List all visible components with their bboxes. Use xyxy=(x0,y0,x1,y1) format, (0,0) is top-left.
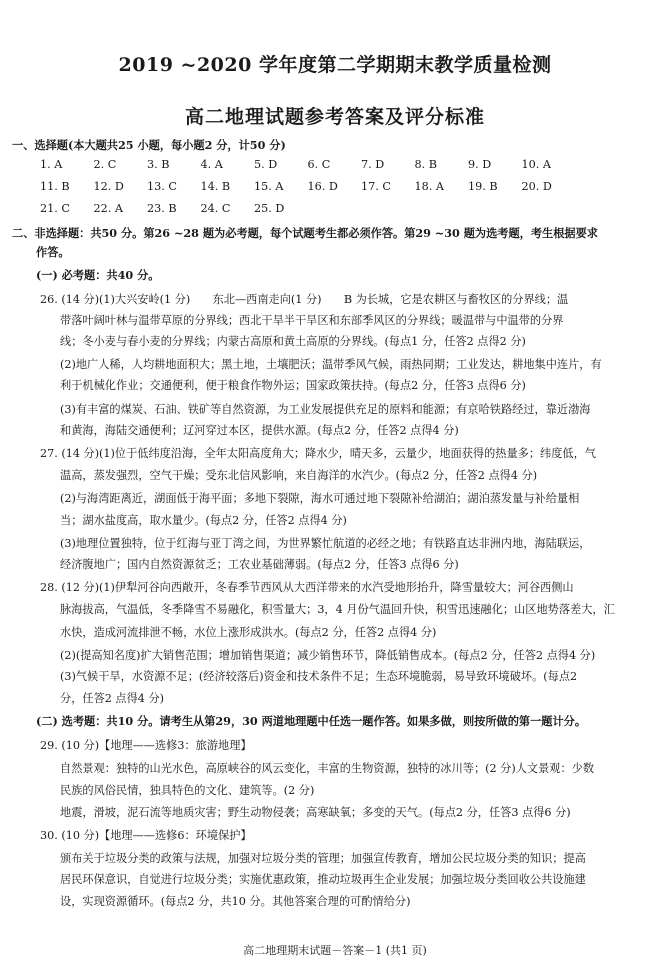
answer-item: 12. D xyxy=(93,180,124,193)
answer-item: 11. B xyxy=(40,180,70,193)
answer-item: 6. C xyxy=(307,158,331,171)
q27-line: 27. (14 分)(1)位于低纬度沿海，全年太阳高度角大；降水少，晴天多，云量少，地面获得的热量多；纬度低，气 xyxy=(40,447,596,460)
q28-line: 脉海拔高，气温低，冬季降雪不易融化，积雪量大；3，4 月份气温回升快，积雪迅速融化；山区地势落差大，汇 xyxy=(60,603,615,616)
answer-item: 16. D xyxy=(307,180,338,193)
answer-item: 18. A xyxy=(414,180,444,193)
answer-row-3 xyxy=(40,202,308,215)
document-subtitle: 高二地理试题参考答案及评分标准 xyxy=(184,106,485,128)
q28-line: 分，任答2 点得4 分) xyxy=(60,692,165,705)
q27-line: (3)地理位置独特，位于红海与亚丁湾之间，为世界繁忙航道的必经之地；有铁路直达非洲内地，海陆联运， xyxy=(60,537,591,550)
answer-row-1 xyxy=(40,158,575,171)
q26-line: (3)有丰富的煤炭、石油、铁矿等自然资源，为工业发展提供充足的原料和能源；有京哈铁路经过，靠近渤海 xyxy=(60,403,591,416)
q30-line: 30. (10 分)【地理——选修6：环境保护】 xyxy=(40,829,252,842)
answer-item: 24. C xyxy=(200,202,231,215)
q28-line: 水快，造成河流排泄不畅，水位上涨形成洪水。(每点2 分，任答2 点得4 分) xyxy=(60,626,437,639)
answer-item: 7. D xyxy=(361,158,385,171)
document-title: 2019 ~2020 学年度第二学期期末教学质量检测 xyxy=(118,54,552,76)
answer-item: 2. C xyxy=(93,158,117,171)
q28-line: (3)气候干旱，水资源不足；(经济较落后)资金和技术条件不足；生态环境脆弱，易导致环境破坏。(每点2 xyxy=(60,670,578,683)
q26-line: 和黄海，海陆交通便利；辽河穿过本区，提供水源。(每点2 分，任答2 点得4 分) xyxy=(60,424,459,437)
q28-line: 28. (12 分)(1)伊犁河谷向西敞开，冬春季节西风从大西洋带来的水汽受地形抬升，降雪量较大；河谷西侧山 xyxy=(40,581,574,594)
answer-item: 22. A xyxy=(93,202,123,215)
answer-item: 17. C xyxy=(361,180,391,193)
answer-item: 19. B xyxy=(468,180,498,193)
section2-heading: 二、非选择题：共50 分。第26 ~28 题为必考题，每个试题考生都必须作答。第29 ~30 题为选考题，考生根据要求 xyxy=(12,226,598,240)
q29-line: 自然景观：独特的山光水色，高原峡谷的风云变化，丰富的生物资源，独特的冰川等；(2 分)人文景观：少数 xyxy=(60,762,595,775)
q30-line: 颁布关于垃圾分类的政策与法规，加强对垃圾分类的管理；加强宣传教育，增加公民垃圾分类的知识；提高 xyxy=(60,852,586,865)
q26-line: (2)地广人稀，人均耕地面积大；黑土地，土壤肥沃；温带季风气候，雨热同期；工业发达，耕地集中连片，有 xyxy=(60,358,602,371)
answer-item: 8. B xyxy=(414,158,437,171)
required-heading: (一) 必考题：共40 分。 xyxy=(36,268,160,282)
answer-item: 23. B xyxy=(147,202,177,215)
q29-line: 29. (10 分)【地理——选修3：旅游地理】 xyxy=(40,739,252,752)
answer-item: 14. B xyxy=(200,180,231,193)
answer-item: 15. A xyxy=(254,180,284,193)
answer-item: 4. A xyxy=(200,158,223,171)
answer-item: 9. D xyxy=(468,158,492,171)
answer-item: 1. A xyxy=(40,158,63,171)
answer-item: 13. C xyxy=(147,180,177,193)
page-footer: 高二地理期末试题－答案－1 (共1 页) xyxy=(243,944,427,957)
answer-item: 25. D xyxy=(254,202,285,215)
q28-line: (2)(提高知名度)扩大销售范围；增加销售渠道；减少销售环节，降低销售成本。(每点2 分，任答2 点得4 分) xyxy=(60,649,596,662)
answer-item: 20. D xyxy=(521,180,552,193)
optional-heading: (二) 选考题：共10 分。请考生从第29，30 两道地理题中任选一题作答。如果多做，则按所做的第一题计分。 xyxy=(36,714,587,728)
q26-line: 带落叶阔叶林与温带草原的分界线；西北干旱半干旱区和东部季风区的分界线；暖温带与中温带的分界 xyxy=(60,314,564,327)
q27-line: 经济腹地广；国内自然资源贫乏；工农业基础薄弱。(每点2 分，任答3 点得6 分) xyxy=(60,558,459,571)
answer-item: 21. C xyxy=(40,202,70,215)
q26-line: 利于机械化作业；交通便利，便于粮食作物外运；国家政策扶持。(每点2 分，任答3 点得6 分) xyxy=(60,379,526,392)
q27-line: 当；湖水盐度高，取水量少。(每点2 分，任答2 点得4 分) xyxy=(60,514,347,527)
q27-line: 温高，蒸发强烈，空气干燥；受东北信风影响，来自海洋的水汽少。(每点2 分，任答2 点得4 分) xyxy=(60,469,538,482)
q26-line: 线；冬小麦与春小麦的分界线；内蒙古高原和黄土高原的分界线。(每点1 分，任答2 点得2 分) xyxy=(60,335,526,348)
q27-line: (2)与海湾距离近，湖面低于海平面；多地下裂隙，海水可通过地下裂隙补给湖泊；湖泊蒸发量与补给量相 xyxy=(60,492,580,505)
q29-line: 民族的风俗民情，独具特色的文化、建筑等。(2 分) xyxy=(60,784,315,797)
answer-item: 3. B xyxy=(147,158,170,171)
section1-heading: 一、选择题(本大题共25 小题，每小题2 分，计50 分) xyxy=(12,138,286,152)
answer-item: 10. A xyxy=(521,158,551,171)
q29-line: 地震，滑坡，泥石流等地质灾害；野生动物侵袭；高寒缺氧；多变的天气。(每点2 分，任答3 点得6 分) xyxy=(60,806,571,819)
q30-line: 居民环保意识，自觉进行垃圾分类；实施优惠政策，推动垃圾再生企业发展；加强垃圾分类回收公共设施建 xyxy=(60,873,586,886)
q26-line: 26. (14 分)(1)大兴安岭(1 分) 东北—西南走向(1 分) B 为长城，它是农耕区与畜牧区的分界线；温 xyxy=(40,293,569,306)
section2-heading-cont: 作答。 xyxy=(36,245,70,259)
answer-item: 5. D xyxy=(254,158,278,171)
q30-line: 设，实现资源循环。(每点2 分，共10 分。其他答案合理的可酌情给分) xyxy=(60,895,411,908)
answer-row-2 xyxy=(40,180,575,193)
